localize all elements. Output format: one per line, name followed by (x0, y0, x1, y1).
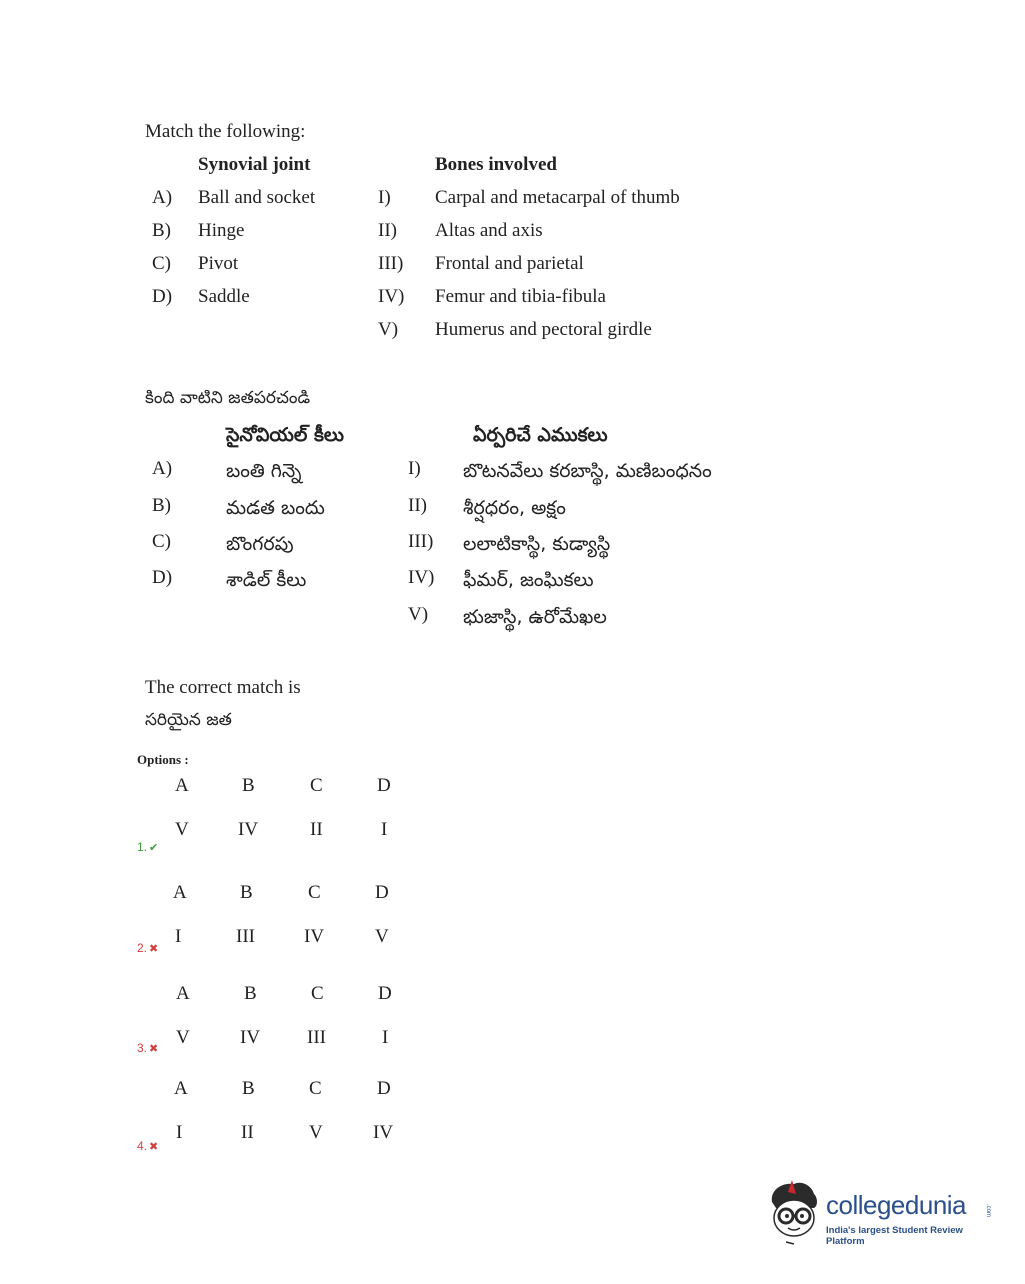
collegedunia-logo (766, 1178, 996, 1248)
right-numeral: II) (408, 495, 427, 516)
option-value: I (175, 926, 182, 947)
right-item: భుజాస్థి, ఉరోమేఖల (463, 606, 607, 628)
option-number (137, 840, 158, 854)
right-numeral: I) (378, 187, 391, 208)
option-header: C (310, 775, 323, 796)
option-number (137, 941, 158, 955)
option-value: IV (304, 926, 325, 947)
left-item: Ball and socket (198, 187, 316, 208)
option-number (137, 1041, 158, 1055)
left-letter: D) (152, 567, 173, 588)
column-header-synovial-joint-te: సైనోవియల్ కీలు (226, 424, 344, 446)
left-item: Saddle (198, 286, 250, 307)
column-header-bones-involved-te: ఏర్పరిచే ఎముకలు (473, 424, 608, 446)
right-item: Femur and tibia-fibula (435, 286, 606, 307)
option-header: A (176, 983, 190, 1004)
option-number-label: 2. (137, 941, 148, 955)
question-title-en: Match the following: (145, 121, 306, 142)
right-item: బొటనవేలు కరబాస్థి, మణిబంధనం (463, 460, 712, 482)
option-value: V (375, 926, 389, 947)
cross-icon: ✖ (149, 943, 159, 955)
check-icon: ✔ (149, 842, 159, 854)
option-value: III (307, 1027, 326, 1048)
option-number-label: 3. (137, 1041, 148, 1055)
left-letter: C) (152, 253, 171, 274)
option-header: B (244, 983, 257, 1004)
option-value: I (381, 819, 388, 840)
option-number (137, 1139, 158, 1153)
option-header: D (377, 775, 391, 796)
option-header: D (377, 1078, 391, 1099)
option-header: A (173, 882, 187, 903)
left-letter: B) (152, 220, 171, 241)
option-value: III (236, 926, 255, 947)
right-item: Altas and axis (435, 220, 543, 241)
left-item: శాడిల్ కీలు (226, 569, 307, 591)
mascot-icon (766, 1178, 824, 1248)
option-value: V (176, 1027, 190, 1048)
question-title-te: కింది వాటిని జతపరచండి (145, 388, 311, 408)
cross-icon: ✖ (149, 1141, 159, 1153)
right-numeral: I) (408, 458, 421, 479)
right-item: శీర్షధరం, అక్షం (463, 497, 566, 519)
column-header-bones-involved: Bones involved (435, 154, 557, 175)
prompt-en: The correct match is (145, 677, 301, 698)
option-header: B (242, 1078, 255, 1099)
left-item: Pivot (198, 253, 239, 274)
right-item: ఫీమర్, జంఘికలు (463, 569, 594, 591)
option-header: D (378, 983, 392, 1004)
option-value: I (382, 1027, 389, 1048)
option-number-label: 1. (137, 840, 148, 854)
option-value: V (175, 819, 189, 840)
right-numeral: II) (378, 220, 397, 241)
option-value: II (241, 1122, 254, 1143)
right-numeral: III) (408, 531, 434, 552)
right-numeral: V) (408, 604, 429, 625)
option-value: II (310, 819, 323, 840)
option-value: V (309, 1122, 323, 1143)
options-label: Options : (137, 752, 189, 767)
option-header: A (175, 775, 189, 796)
right-numeral: IV) (378, 286, 405, 307)
left-item: మడత బందు (226, 497, 325, 519)
column-header-synovial-joint: Synovial joint (198, 154, 311, 175)
left-letter: C) (152, 531, 171, 552)
option-header: C (309, 1078, 322, 1099)
option-number-label: 4. (137, 1139, 148, 1153)
right-item: లలాటికాస్థి, కుడ్యాస్థి (463, 533, 611, 555)
logo-tagline: India's largest Student Review Platform (826, 1225, 963, 1247)
logo-name: collegedunia (826, 1190, 967, 1220)
left-letter: A) (152, 458, 173, 479)
left-letter: A) (152, 187, 173, 208)
option-header: C (311, 983, 324, 1004)
right-numeral: V) (378, 319, 399, 340)
right-item: Frontal and parietal (435, 253, 584, 274)
left-letter: D) (152, 286, 173, 307)
left-item: Hinge (198, 220, 245, 241)
left-item: బంతి గిన్నె (226, 460, 302, 482)
option-value: IV (373, 1122, 394, 1143)
option-header: B (240, 882, 253, 903)
option-header: C (308, 882, 321, 903)
logo-suffix: .com (985, 1204, 991, 1218)
option-header: B (242, 775, 255, 796)
option-value: IV (238, 819, 259, 840)
right-item: Carpal and metacarpal of thumb (435, 187, 680, 208)
option-value: IV (240, 1027, 261, 1048)
right-item: Humerus and pectoral girdle (435, 319, 652, 340)
cross-icon: ✖ (149, 1043, 159, 1055)
left-letter: B) (152, 495, 171, 516)
right-numeral: III) (378, 253, 404, 274)
option-value: I (176, 1122, 183, 1143)
option-header: D (375, 882, 389, 903)
left-item: బొంగరపు (226, 533, 294, 555)
option-header: A (174, 1078, 188, 1099)
prompt-te: సరియైన జత (145, 710, 232, 730)
right-numeral: IV) (408, 567, 435, 588)
